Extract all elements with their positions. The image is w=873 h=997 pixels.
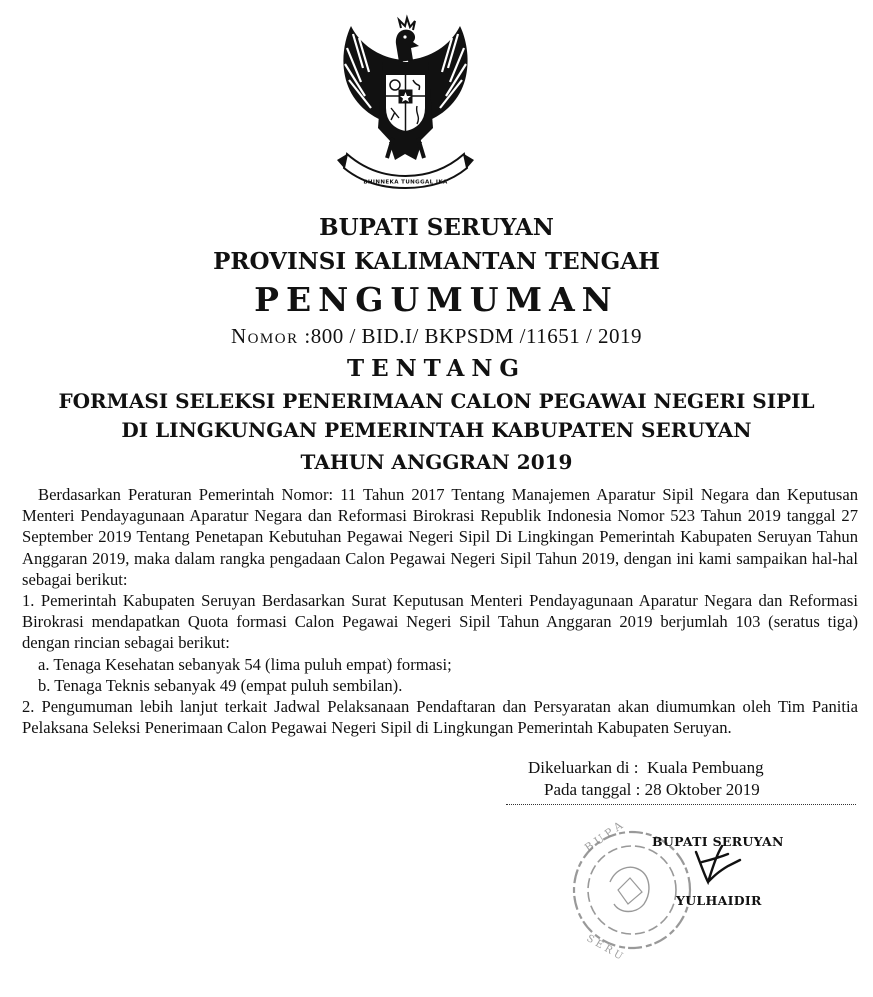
issued-place xyxy=(500,757,855,779)
announcement-body xyxy=(22,484,858,738)
signatory-title: BUPATI SERUYAN xyxy=(652,834,784,849)
subject-line-1: FORMASI SELEKSI PENERIMAAN CALON PEGAWAI NEGERI SIPIL xyxy=(58,389,815,413)
signatory-name: YULHAIDIR xyxy=(676,893,762,908)
header-line-1: BUPATI SERUYAN xyxy=(319,214,554,241)
issued-block xyxy=(500,757,855,801)
nomor-value: :800 / BID.I/ BKPSDM /11651 / 2019 xyxy=(304,324,643,348)
place-value: Kuala Pembuang xyxy=(646,758,764,777)
place-label: Dikeluarkan di : xyxy=(528,758,639,777)
sub-point-b: b. Tenaga Teknis sebanyak 49 (empat puluh sembilan). xyxy=(38,675,403,695)
header-line-2: PROVINSI KALIMANTAN TENGAH xyxy=(213,248,660,275)
point-1: 1. Pemerintah Kabupaten Seruyan Berdasarkan Surat Keputusan Menteri Pendayagunaan Aparatur Negara dan Reformasi Birokrasi mendapatkan Quota formasi Calon Pegawai Negeri Sipil Tahun Anggaran 2019 berjumlah 103 (seratus tiga) dengan rincian sebagai berikut: xyxy=(22,591,858,653)
svg-text:BHINNEKA TUNGGAL IKA: BHINNEKA TUNGGAL IKA xyxy=(363,179,448,186)
document-title: PENGUMUMAN xyxy=(254,280,619,319)
date-label: Pada tanggal : xyxy=(544,780,641,799)
tentang-label: TENTANG xyxy=(346,355,527,382)
document-number xyxy=(0,324,873,349)
date-value: 28 Oktober 2019 xyxy=(644,780,760,799)
nomor-label: Nomor xyxy=(230,324,299,348)
garuda-emblem-icon xyxy=(333,8,478,196)
intro-paragraph: Berdasarkan Peraturan Pemerintah Nomor: 11 Tahun 2017 Tentang Manajemen Aparatur Sipil Negara dan Keputusan Menteri Pendayagunaan Aparatur Negara dan Reformasi Birokrasi Republik Indonesia Nomor 523 Tahun 2019 tanggal 27 September 2019 Tentang Penetapan Kebutuhan Pegawai Negeri Sipil Di Lingkingan Pemerintah Kabupaten Seruyan Tahun Anggaran 2019, maka dalam rangka pengadaan Calon Pegawai Negeri Sipil Tahun 2019, dengan ini kami sampaikan hal-hal sebagai berikut: xyxy=(22,485,858,589)
point-2: 2. Pengumuman lebih lanjut terkait Jadwal Pelaksanaan Pendaftaran dan Persyaratan akan diumumkan oleh Tim Panitia Pelaksana Seleksi Penerimaan Calon Pegawai Negeri Sipil di Lingkungan Pemerintah Kabupaten Seruyan. xyxy=(22,697,858,738)
subject-line-2: DI LINGKUNGAN PEMERINTAH KABUPATEN SERUYAN xyxy=(121,418,752,442)
dotted-divider xyxy=(506,804,856,805)
svg-text:B U P A: B U P A xyxy=(582,819,626,855)
subject-line-3: TAHUN ANGGRAN 2019 xyxy=(300,450,573,474)
svg-text:S E R U: S E R U xyxy=(584,933,625,962)
issued-date xyxy=(500,779,855,801)
sub-point-a: a. Tenaga Kesehatan sebanyak 54 (lima puluh empat) formasi; xyxy=(38,654,452,674)
